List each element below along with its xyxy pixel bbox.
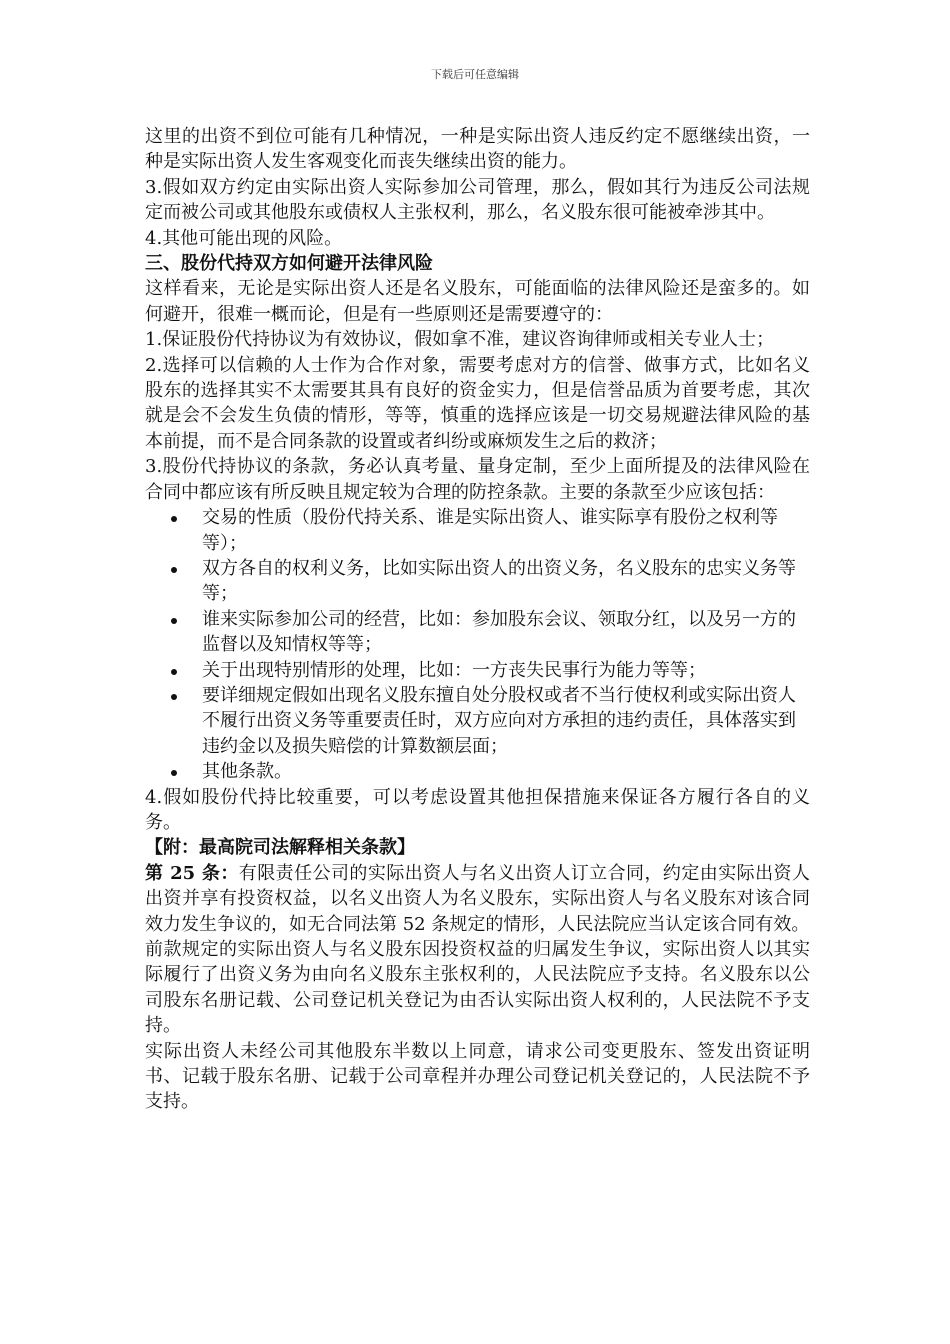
list-item (145, 658, 810, 683)
section-heading: 三、股份代持双方如何避开法律风险 (145, 253, 433, 275)
clause-list (145, 505, 810, 784)
bullet-icon (171, 516, 177, 522)
document-body (145, 124, 810, 1115)
paragraph: 前款规定的实际出资人与名义股东因投资权益的归属发生争议，实际出资人以其实际履行了出资义务为由向名义股东主张权利的，人民法院应予支持。名义股东以公司股东名册记载、公司登记机关登记为由否认实际出资人权利的，人民法院不予支持。 (145, 939, 810, 1037)
paragraph: 实际出资人未经公司其他股东半数以上同意，请求公司变更股东、签发出资证明书、记载于股东名册、记载于公司章程并办理公司登记机关登记的，人民法院不予支持。 (145, 1040, 810, 1113)
list-item-text: 谁来实际参加公司的经营，比如：参加股东会议、领取分红，以及另一方的监督以及知情权等等； (202, 608, 796, 656)
paragraph: 3.假如双方约定由实际出资人实际参加公司管理，那么，假如其行为违反公司法规定而被公司或其他股东或债权人主张权利，那么，名义股东很可能被牵涉其中。 (145, 176, 810, 224)
article-text: 有限责任公司的实际出资人与名义出资人订立合同，约定由实际出资人出资并享有投资权益，以名义出资人为名义股东，实际出资人与名义股东对该合同效力发生争议的，如无合同法第 52 条规定的情形，人民法院应当认定该合同有效。 (145, 862, 810, 935)
paragraph: 4.其他可能出现的风险。 (145, 227, 343, 249)
paragraph: 这样看来，无论是实际出资人还是名义股东，可能面临的法律风险还是蛮多的。如何避开，很难一概而论，但是有一些原则还是需要遵守的： (145, 278, 810, 325)
paragraph: 2.选择可以信赖的人士作为合作对象，需要考虑对方的信誉、做事方式，比如名义股东的选择其实不太需要其具有良好的资金实力，但是信誉品质为首要考虑，其次就是会不会发生负债的情形，等等，慎重的选择应该是一切交易规避法律风险的基本前提，而不是合同条款的设置或者纠纷或麻烦发生之后的救济； (145, 354, 810, 452)
list-item-text: 其他条款。 (202, 761, 292, 783)
article-paragraph (145, 861, 810, 937)
page-header: 下载后可任意编辑 (431, 68, 519, 81)
bullet-icon (171, 618, 177, 624)
appendix-heading: 【附：最高院司法解释相关条款】 (145, 837, 415, 859)
list-item (145, 505, 810, 556)
paragraph: 这里的出资不到位可能有几种情况，一种是实际出资人违反约定不愿继续出资，一种是实际出资人发生客观变化而丧失继续出资的能力。 (145, 126, 810, 173)
bullet-icon (171, 567, 177, 573)
list-item-text: 双方各自的权利义务，比如实际出资人的出资义务，名义股东的忠实义务等等； (202, 557, 796, 605)
bullet-icon (171, 694, 177, 700)
list-item (145, 556, 810, 607)
list-item-text: 关于出现特别情形的处理，比如：一方丧失民事行为能力等等； (202, 659, 706, 681)
paragraph: 1.保证股份代持协议为有效协议，假如拿不准，建议咨询律师或相关专业人士； (145, 329, 775, 351)
paragraph: 3.股份代持协议的条款，务必认真考量、量身定制，至少上面所提及的法律风险在合同中都应该有所反映且规定较为合理的防控条款。主要的条款至少应该包括： (145, 456, 810, 503)
list-item (145, 759, 810, 784)
paragraph: 4.假如股份代持比较重要，可以考虑设置其他担保措施来保证各方履行各自的义务。 (145, 786, 810, 833)
bullet-icon (171, 770, 177, 776)
list-item-text: 要详细规定假如出现名义股东擅自处分股权或者不当行使权利或实际出资人不履行出资义务等重要责任时，双方应向对方承担的违约责任，具体落实到违约金以及损失赔偿的计算数额层面； (202, 684, 796, 757)
bullet-icon (171, 669, 177, 675)
article-label: 第 25 条： (145, 862, 239, 884)
list-item-text: 交易的性质（股份代持关系、谁是实际出资人、谁实际享有股份之权利等等）； (202, 507, 778, 554)
list-item (145, 683, 810, 759)
list-item (145, 607, 810, 658)
